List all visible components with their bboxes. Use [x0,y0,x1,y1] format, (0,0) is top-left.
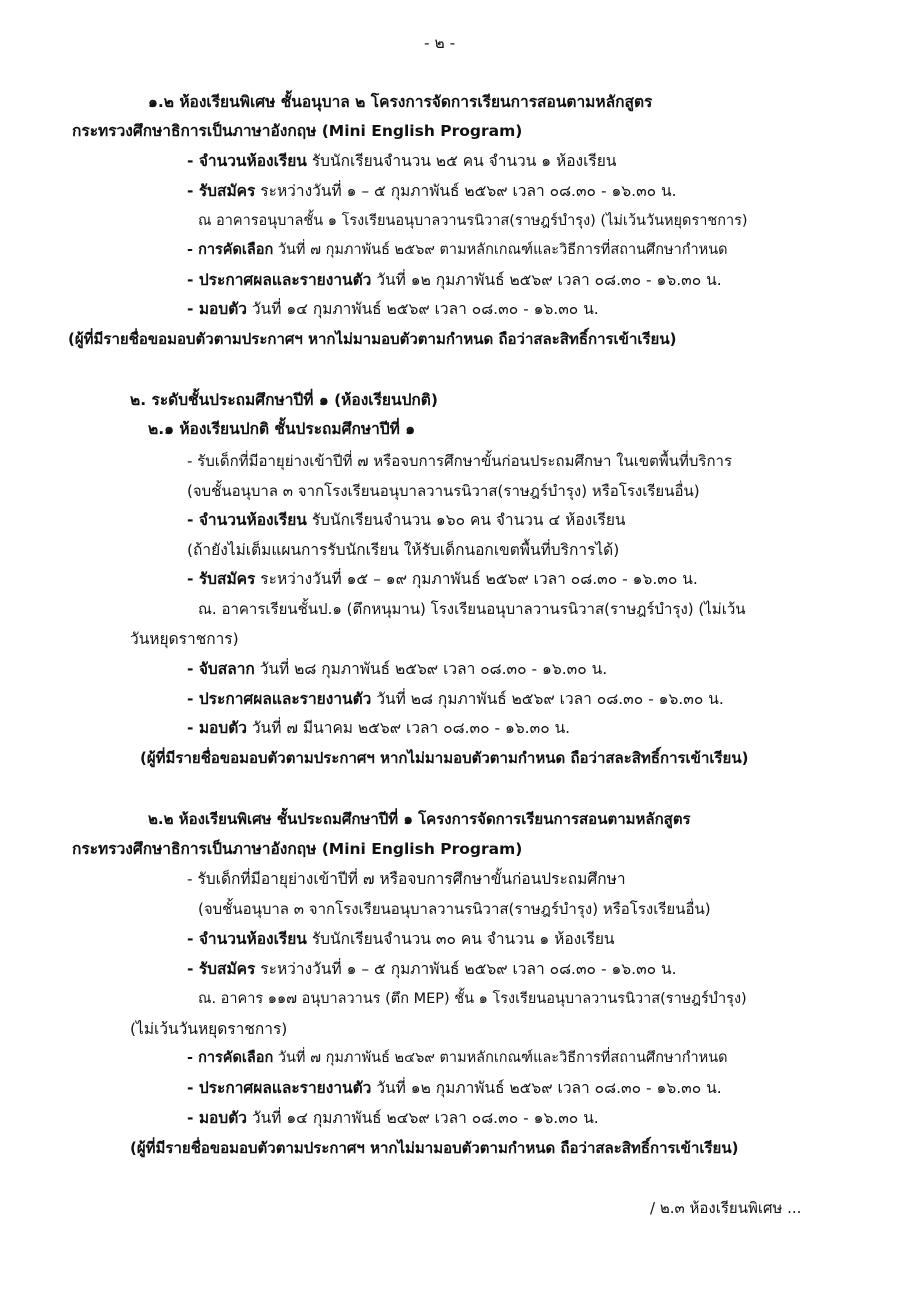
s21-announce-text: วันที่ ๒๘ กุมภาพันธ์ ๒๕๖๙ เวลา ๐๘.๓๐ - ๑๖.๓๐ น. [371,690,724,708]
footer-continuation: / ๒.๓ ห้องเรียนพิเศษ ... [650,1199,802,1217]
s12-apply-text: ระหว่างวันที่ ๑ – ๕ กุมภาพันธ์ ๒๕๖๙ เวลา ๐๘.๓๐ - ๑๖.๓๐ น. [255,182,677,200]
section-1-2-heading: ๑.๒ ห้องเรียนพิเศษ ชั้นอนุบาล ๒ โครงการจัดการเรียนการสอนตามหลักสูตร [148,93,653,111]
s12-announce-text: วันที่ ๑๒ กุมภาพันธ์ ๒๕๖๙ เวลา ๐๘.๓๐ - ๑๖.๓๐ น. [371,271,722,289]
s22-apply-item [187,958,677,980]
s22-apply-place-2: (ไม่เว้นวันหยุดราชการ) [130,1020,288,1038]
s12-report-item [187,298,599,320]
s22-report-item [187,1107,599,1129]
s21-apply-text: ระหว่างวันที่ ๑๕ – ๑๙ กุมภาพันธ์ ๒๕๖๙ เวลา ๐๘.๓๐ - ๑๖.๓๐ น. [255,570,698,588]
section-2-heading: ๒. ระดับชั้นประถมศึกษาปีที่ ๑ (ห้องเรียนปกติ) [130,391,438,409]
s21-lottery-text: วันที่ ๒๘ กุมภาพันธ์ ๒๕๖๙ เวลา ๐๘.๓๐ - ๑๖.๓๐ น. [254,660,608,678]
s22-apply-place-1: ณ. อาคาร ๑๑๗ อนุบาลวานร (ตึก MEP) ชั้น ๑ โรงเรียนอนุบาลวานรนิวาส(ราษฎร์บำรุง) [198,991,747,1007]
s12-select-label: - การคัดเลือก [187,242,274,258]
s21-apply-label: - รับสมัคร [187,570,256,588]
s21-report-item [187,717,570,739]
s12-report-text: วันที่ ๑๔ กุมภาพันธ์ ๒๕๖๙ เวลา ๐๘.๓๐ - ๑๖.๓๐ น. [246,300,599,318]
s22-note: (ผู้ที่มีรายชื่อขอมอบตัวตามประกาศฯ หากไม่มามอบตัวตามกำหนด ถือว่าสละสิทธิ์การเข้าเรียน) [130,1139,739,1157]
s21-apply-item [187,568,698,590]
s22-apply-text: ระหว่างวันที่ ๑ – ๕ กุมภาพันธ์ ๒๕๖๙ เวลา ๐๘.๓๐ - ๑๖.๓๐ น. [255,960,677,978]
s12-count-text: รับนักเรียนจำนวน ๒๕ คน จำนวน ๑ ห้องเรียน [306,152,617,170]
s12-report-label: - มอบตัว [187,300,247,318]
s12-apply-place: ณ อาคารอนุบาลชั้น ๑ โรงเรียนอนุบาลวานรนิวาส(ราษฎร์บำรุง) (ไม่เว้นวันหยุดราชการ) [198,213,748,229]
s22-announce-text: วันที่ ๑๒ กุมภาพันธ์ ๒๕๖๙ เวลา ๐๘.๓๐ - ๑๖.๓๐ น. [371,1079,722,1097]
s12-note: (ผู้ที่มีรายชื่อขอมอบตัวตามประกาศฯ หากไม่มามอบตัวตามกำหนด ถือว่าสละสิทธิ์การเข้าเรียน) [68,330,677,348]
s21-lottery-item [187,658,607,680]
s22-report-text: วันที่ ๑๔ กุมภาพันธ์ ๒๔๖๙ เวลา ๐๘.๓๐ - ๑๖.๓๐ น. [246,1109,599,1127]
s21-announce-item [187,688,724,710]
section-2-2-heading: ๒.๒ ห้องเรียนพิเศษ ชั้นประถมศึกษาปีที่ ๑ โครงการจัดการเรียนการสอนตามหลักสูตร [148,810,691,828]
s22-count-label: - จำนวนห้องเรียน [187,930,307,948]
s22-announce-label: - ประกาศผลและรายงานตัว [187,1079,372,1097]
section-2-2-heading-cont: กระทรวงศึกษาธิการเป็นภาษาอังกฤษ (Mini English Program) [72,840,523,858]
s21-count-text: รับนักเรียนจำนวน ๑๖๐ คน จำนวน ๔ ห้องเรียน [306,511,626,529]
section-2-1-heading: ๒.๑ ห้องเรียนปกติ ชั้นประถมศึกษาปีที่ ๑ [148,420,416,438]
s22-select-label: - การคัดเลือก [187,1050,274,1066]
s21-report-text: วันที่ ๗ มีนาคม ๒๕๖๙ เวลา ๐๘.๓๐ - ๑๖.๓๐ น. [246,719,571,737]
s21-note: (ผู้ที่มีรายชื่อขอมอบตัวตามประกาศฯ หากไม่มามอบตัวตามกำหนด ถือว่าสละสิทธิ์การเข้าเรียน) [140,749,749,767]
s12-count-label: - จำนวนห้องเรียน [187,152,307,170]
s12-select-text: วันที่ ๗ กุมภาพันธ์ ๒๕๖๙ ตามหลักเกณฑ์และวิธีการที่สถานศึกษากำหนด [273,242,728,258]
s21-count-note: (ถ้ายังไม่เต็มแผนการรับนักเรียน ให้รับเด็กนอกเขตพื้นที่บริการได้) [187,541,620,559]
s21-apply-place-1: ณ. อาคารเรียนชั้นป.๑ (ตึกหนุมาน) โรงเรียนอนุบาลวานรนิวาส(ราษฎร์บำรุง) (ไม่เว้น [198,600,746,618]
s21-eligibility-1: - รับเด็กที่มีอายุย่างเข้าปีที่ ๗ หรือจบการศึกษาขั้นก่อนประถมศึกษา ในเขตพื้นที่บริการ [187,452,733,470]
s22-announce-item [187,1077,722,1099]
s12-announce-item [187,269,722,291]
s21-count-label: - จำนวนห้องเรียน [187,511,307,529]
section-1-2-heading-cont: กระทรวงศึกษาธิการเป็นภาษาอังกฤษ (Mini English Program) [72,122,523,140]
s22-select-text: วันที่ ๗ กุมภาพันธ์ ๒๔๖๙ ตามหลักเกณฑ์และวิธีการที่สถานศึกษากำหนด [273,1050,728,1066]
s21-lottery-label: - จับสลาก [187,660,255,678]
s12-count-item [187,150,616,172]
page-number: - ๒ - [424,34,456,52]
s12-apply-label: - รับสมัคร [187,182,256,200]
s21-count-item [187,509,626,531]
s21-report-label: - มอบตัว [187,719,247,737]
s12-select-item [187,239,728,261]
s22-apply-label: - รับสมัคร [187,960,256,978]
s22-report-label: - มอบตัว [187,1109,247,1127]
s22-eligibility-2: (จบชั้นอนุบาล ๓ จากโรงเรียนอนุบาลวานรนิวาส(ราษฎร์บำรุง) หรือโรงเรียนอื่น) [198,900,711,918]
s21-announce-label: - ประกาศผลและรายงานตัว [187,690,372,708]
s21-eligibility-2: (จบชั้นอนุบาล ๓ จากโรงเรียนอนุบาลวานรนิวาส(ราษฎร์บำรุง) หรือโรงเรียนอื่น) [187,482,700,500]
s22-count-text: รับนักเรียนจำนวน ๓๐ คน จำนวน ๑ ห้องเรียน [306,930,615,948]
s22-select-item [187,1047,728,1069]
s22-count-item [187,928,615,950]
s12-apply-item [187,180,677,202]
s21-apply-place-2: วันหยุดราชการ) [130,630,239,648]
s12-announce-label: - ประกาศผลและรายงานตัว [187,271,372,289]
s22-eligibility-1: - รับเด็กที่มีอายุย่างเข้าปีที่ ๗ หรือจบการศึกษาขั้นก่อนประถมศึกษา [187,870,626,888]
